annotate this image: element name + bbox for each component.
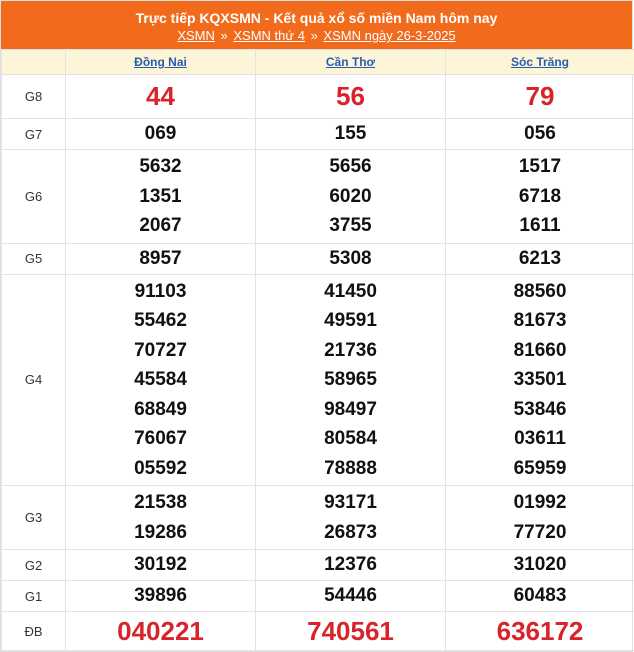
prize-number: 56: [256, 81, 445, 112]
prize-number: 93171: [256, 488, 445, 518]
table-header-row: [2, 50, 634, 75]
prize-number: 41450: [256, 277, 445, 307]
prize-cell: [256, 75, 446, 119]
prize-number: 77720: [446, 518, 634, 548]
prize-number: 39896: [66, 585, 255, 607]
prize-number: 45584: [66, 365, 255, 395]
prize-cell: [66, 75, 256, 119]
breadcrumb-xsmn-thu-4[interactable]: XSMN thứ 4: [233, 28, 305, 43]
prize-number: 040221: [66, 616, 255, 647]
province-header: [66, 50, 256, 75]
prize-cell: [446, 150, 634, 244]
prize-cell: [66, 274, 256, 486]
prize-number: 19286: [66, 518, 255, 548]
prize-number: 056: [446, 123, 634, 145]
prize-label: G1: [2, 581, 66, 612]
prize-number: 81673: [446, 306, 634, 336]
province-link-soc-trang[interactable]: Sóc Trăng: [511, 55, 569, 69]
prize-number: 44: [66, 81, 255, 112]
province-header: [446, 50, 634, 75]
prize-number: 1611: [446, 211, 634, 241]
prize-label: G7: [2, 119, 66, 150]
prize-number: 49591: [256, 306, 445, 336]
prize-number: 155: [256, 123, 445, 145]
prize-number: 68849: [66, 395, 255, 425]
prize-number: 81660: [446, 336, 634, 366]
prize-number: 5632: [66, 152, 255, 182]
prize-label: G6: [2, 150, 66, 244]
prize-number: 6213: [446, 248, 634, 270]
prize-number: 91103: [66, 277, 255, 307]
prize-number: 54446: [256, 585, 445, 607]
prize-number: 80584: [256, 424, 445, 454]
prize-number: 21736: [256, 336, 445, 366]
prize-row-g7: [2, 119, 634, 150]
prize-row-g3: [2, 486, 634, 550]
prize-cell: [446, 581, 634, 612]
prize-number: 88560: [446, 277, 634, 307]
prize-number: 21538: [66, 488, 255, 518]
prize-number: 65959: [446, 454, 634, 484]
prize-cell: [256, 581, 446, 612]
prize-cell: [446, 75, 634, 119]
prize-number: 5308: [256, 248, 445, 270]
prize-number: 2067: [66, 211, 255, 241]
prize-number: 53846: [446, 395, 634, 425]
prize-number: 26873: [256, 518, 445, 548]
prize-label: G4: [2, 274, 66, 486]
prize-cell: [256, 274, 446, 486]
prize-cell: [256, 150, 446, 244]
prize-number: 5656: [256, 152, 445, 182]
prize-number: 12376: [256, 554, 445, 576]
prize-cell: [256, 119, 446, 150]
prize-cell: [446, 612, 634, 651]
prize-number: 6718: [446, 182, 634, 212]
results-header: [1, 1, 632, 49]
prize-row-g2: [2, 550, 634, 581]
prize-number: 740561: [256, 616, 445, 647]
prize-number: 79: [446, 81, 634, 112]
prize-number: 30192: [66, 554, 255, 576]
prize-cell: [446, 550, 634, 581]
province-link-dong-nai[interactable]: Đồng Nai: [134, 55, 187, 69]
prize-number: 31020: [446, 554, 634, 576]
prize-cell: [66, 486, 256, 550]
table-corner: [2, 50, 66, 75]
prize-number: 98497: [256, 395, 445, 425]
prize-number: 33501: [446, 365, 634, 395]
prize-cell: [66, 581, 256, 612]
prize-label: G3: [2, 486, 66, 550]
prize-label: ĐB: [2, 612, 66, 651]
prize-cell: [66, 243, 256, 274]
prize-cell: [256, 612, 446, 651]
prize-row-g1: [2, 581, 634, 612]
prize-number: 05592: [66, 454, 255, 484]
prize-number: 3755: [256, 211, 445, 241]
prize-cell: [66, 150, 256, 244]
prize-number: 76067: [66, 424, 255, 454]
prize-number: 60483: [446, 585, 634, 607]
prize-number: 6020: [256, 182, 445, 212]
prize-cell: [256, 243, 446, 274]
page-title: Trực tiếp KQXSMN - Kết quả xổ số miền Nam hôm nay: [1, 9, 632, 27]
breadcrumb: [1, 27, 632, 45]
prize-number: 70727: [66, 336, 255, 366]
prize-number: 636172: [446, 616, 634, 647]
prize-cell: [66, 612, 256, 651]
prize-number: 8957: [66, 248, 255, 270]
prize-label: G8: [2, 75, 66, 119]
breadcrumb-xsmn[interactable]: XSMN: [177, 28, 215, 43]
prize-cell: [446, 486, 634, 550]
prize-cell: [66, 550, 256, 581]
province-link-can-tho[interactable]: Cần Thơ: [326, 55, 375, 69]
province-header: [256, 50, 446, 75]
prize-number: 55462: [66, 306, 255, 336]
prize-row-db: [2, 612, 634, 651]
prize-cell: [446, 274, 634, 486]
breadcrumb-separator: »: [311, 28, 318, 43]
prize-row-g5: [2, 243, 634, 274]
breadcrumb-separator: »: [221, 28, 228, 43]
prize-row-g6: [2, 150, 634, 244]
prize-number: 1517: [446, 152, 634, 182]
prize-number: 03611: [446, 424, 634, 454]
prize-number: 01992: [446, 488, 634, 518]
prize-label: G2: [2, 550, 66, 581]
prize-number: 1351: [66, 182, 255, 212]
prize-row-g4: [2, 274, 634, 486]
results-table: [1, 49, 634, 651]
prize-cell: [446, 119, 634, 150]
breadcrumb-xsmn-date[interactable]: XSMN ngày 26-3-2025: [323, 28, 455, 43]
prize-number: 58965: [256, 365, 445, 395]
prize-cell: [446, 243, 634, 274]
prize-number: 78888: [256, 454, 445, 484]
prize-number: 069: [66, 123, 255, 145]
prize-cell: [256, 550, 446, 581]
prize-cell: [256, 486, 446, 550]
prize-label: G5: [2, 243, 66, 274]
prize-cell: [66, 119, 256, 150]
prize-row-g8: [2, 75, 634, 119]
